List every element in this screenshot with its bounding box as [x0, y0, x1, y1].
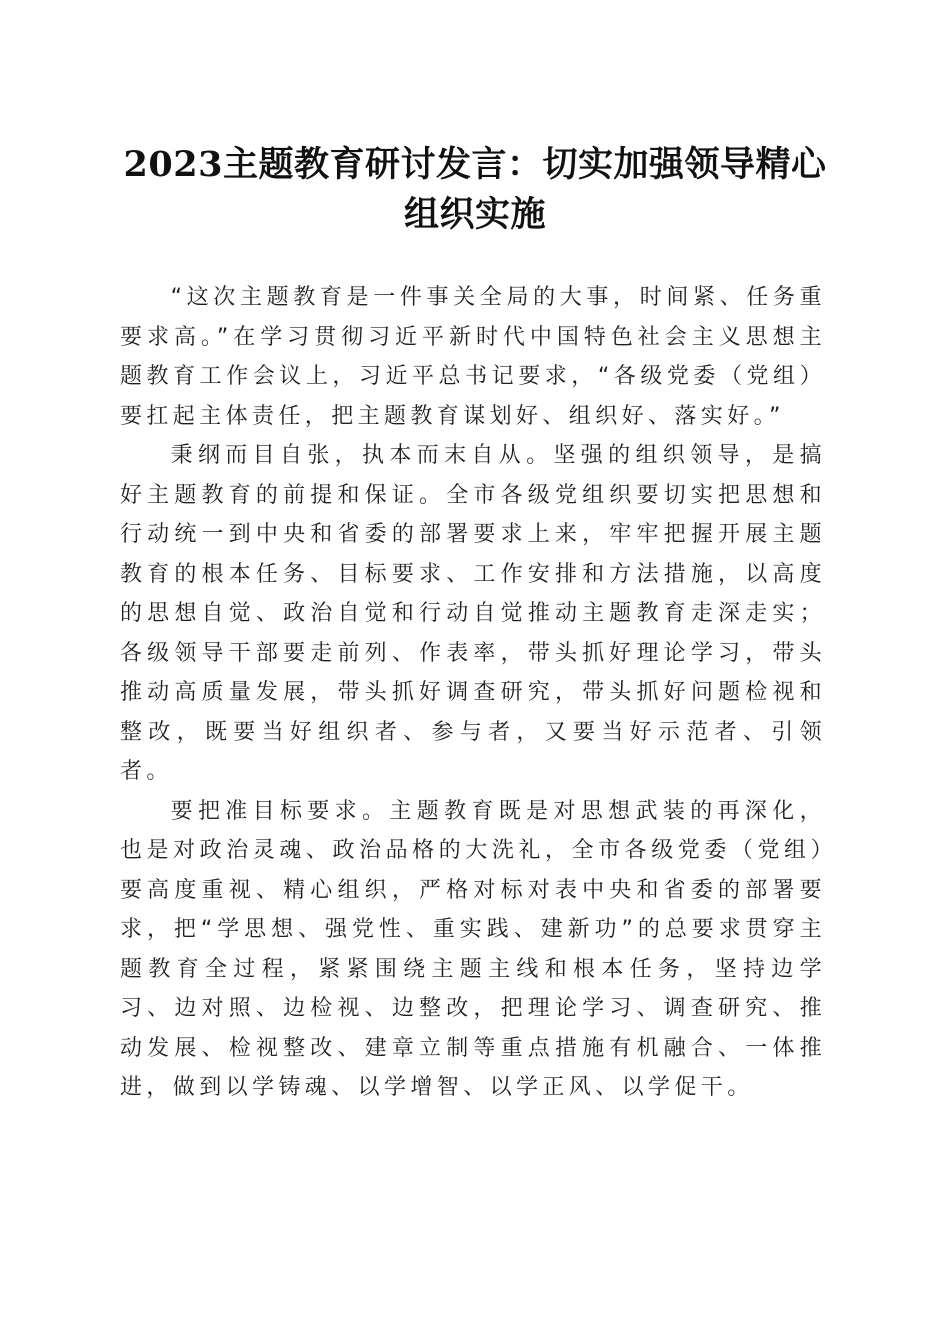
title-line-2: 组织实施	[403, 194, 546, 235]
document-title	[100, 140, 850, 240]
document-body	[120, 278, 826, 1108]
paragraph-3: 要把准目标要求。主题教育既是对思想武装的再深化，也是对政治灵魂、政治品格的大洗礼，全市各级党委（党组）要高度重视、精心组织，严格对标对表中央和省委的部署要求，把“学思想、强党性、重实践、建新功”的总要求贯穿主题教育全过程，紧紧围绕主题主线和根本任务，坚持边学习、边对照、边检视、边整改，把理论学习、调查研究、推动发展、检视整改、建章立制等重点措施有机融合、一体推进，做到以学铸魂、以学增智、以学正风、以学促干。	[120, 798, 826, 1100]
paragraph-1: “这次主题教育是一件事关全局的大事，时间紧、任务重要求高。”在学习贯彻习近平新时代中国特色社会主义思想主题教育工作会议上，习近平总书记要求，“各级党委（党组）要扛起主体责任，把主题教育谋划好、组织好、落实好。”	[120, 285, 826, 429]
title-line-1: 2023主题教育研讨发言：切实加强领导精心	[123, 144, 827, 185]
paragraph-2: 秉纲而目自张，执本而末自从。坚强的组织领导，是搞好主题教育的前提和保证。全市各级党组织要切实把思想和行动统一到中央和省委的部署要求上来，牢牢把握开展主题教育的根本任务、目标要求、工作安排和方法措施，以高度的思想自觉、政治自觉和行动自觉推动主题教育走深走实；各级领导干部要走前列、作表率，带头抓好理论学习，带头推动高质量发展，带头抓好调查研究，带头抓好问题检视和整改，既要当好组织者、参与者，又要当好示范者、引领者。	[120, 443, 826, 784]
